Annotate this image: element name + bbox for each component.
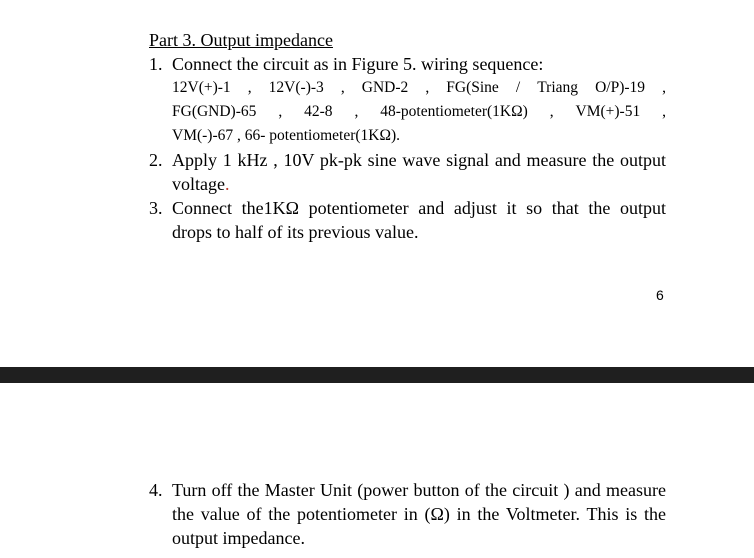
step-4-line-3: output impedance. [172,528,305,548]
page-number: 6 [656,287,664,303]
step-1-number: 1. [149,54,163,74]
step-4 [149,478,666,550]
document-page-bottom [0,383,754,558]
wiring-token: , [340,79,345,96]
step-2-line-1: Apply 1 kHz , 10V pk-pk sine wave signal and measure the output [172,150,666,170]
step-2 [149,148,666,196]
step-2-line-2 [172,172,666,196]
wiring-token: FG(GND)-65 [172,103,257,120]
wiring-token: 48-potentiometer(1KΩ) [380,103,528,120]
wiring-token: VM(+)-51 [575,103,641,120]
wiring-row-2 [172,100,666,124]
step-4-line-1: Turn off the Master Unit (power button of the circuit ) and measure [172,480,666,500]
wiring-token: FG(Sine [446,79,499,96]
wiring-token: , [278,103,283,120]
wiring-token: Triang [537,79,579,96]
step-1-text: Connect the circuit as in Figure 5. wiring sequence: [172,54,544,74]
wiring-row-3: VM(-)-67 , 66- potentiometer(1KΩ). [172,127,401,144]
wiring-token: , [425,79,430,96]
wiring-token: , [354,103,359,120]
wiring-token: , [549,103,554,120]
step-3-number: 3. [149,198,163,218]
wiring-token: / [515,79,521,96]
step-2-number: 2. [149,150,163,170]
wiring-token: 12V(+)-1 [172,79,231,96]
wiring-token: 12V(-)-3 [268,79,324,96]
wiring-token: , [247,79,252,96]
step-1 [149,52,666,148]
wiring-sequence [172,76,666,148]
wiring-token: , [662,79,666,96]
wiring-token: , [662,103,666,120]
step-2-line-2-period: . [224,174,230,194]
step-2-line-2-text: voltage [172,174,225,194]
section-heading: Part 3. Output impedance [149,30,333,50]
step-3-line-1: Connect the1KΩ potentiometer and adjust it so that the output [172,198,666,218]
step-3 [149,196,666,244]
step-4-line-2: the value of the potentiometer in (Ω) in the Voltmeter. This is the [172,504,666,524]
step-4-number: 4. [149,480,163,500]
step-3-line-2: drops to half of its previous value. [172,222,419,242]
wiring-token: 42-8 [304,103,333,120]
wiring-token: O/P)-19 [595,79,646,96]
page-separator [0,367,754,383]
wiring-row-1 [172,76,666,100]
wiring-token: GND-2 [361,79,409,96]
